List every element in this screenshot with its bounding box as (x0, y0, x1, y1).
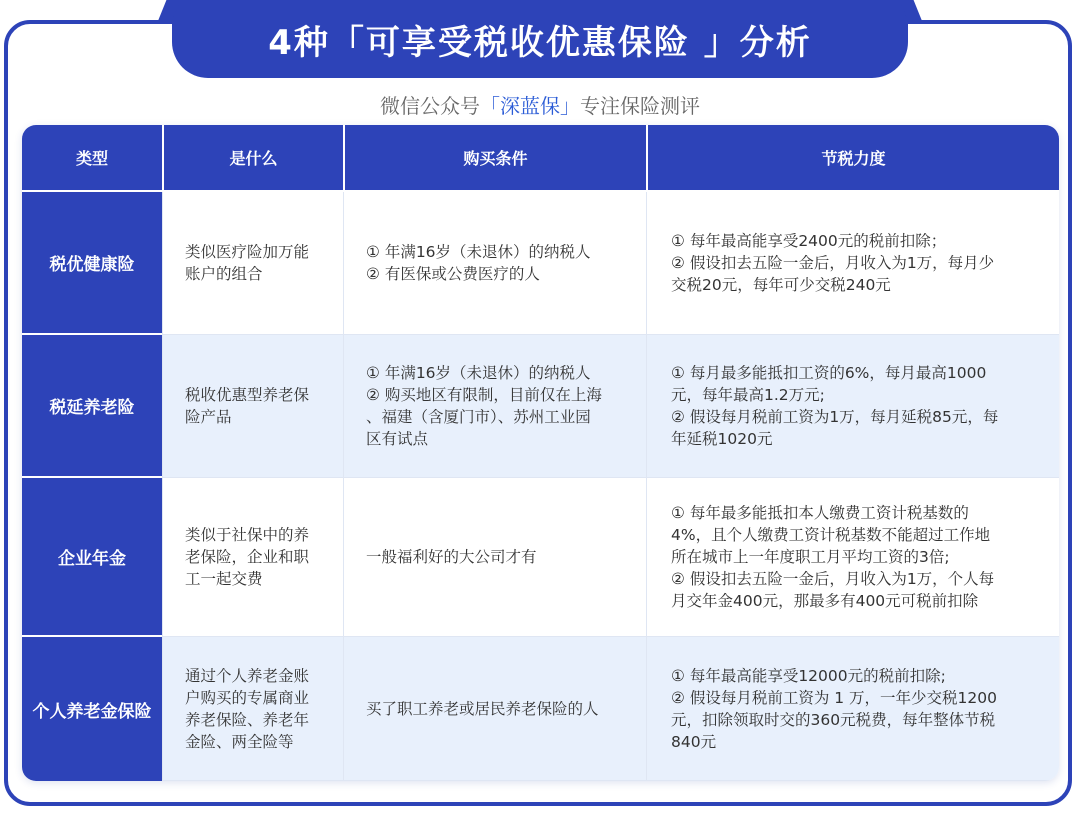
row-what: 类似于社保中的养 老保险，企业和职 工一起交费 (162, 478, 343, 637)
subtitle-suffix: 专注保险测评 (580, 94, 700, 118)
row-saving: ① 每年最多能抵扣本人缴费工资计税基数的 4%，且个人缴费工资计税基数不能超过工作地 所在城市上一年度职工月平均工资的3倍; ② 假设扣去五险一金后，月收入为1万，个人每 月交年金400元，那最多有400元可税前扣除 (646, 478, 1059, 637)
header-type: 类型 (22, 125, 162, 192)
row-condition: 买了职工养老或居民养老保险的人 (343, 637, 646, 781)
header-saving: 节税力度 (646, 125, 1059, 192)
comparison-table (22, 125, 1059, 781)
row-type: 个人养老金保险 (22, 637, 162, 781)
row-saving: ① 每年最高能享受2400元的税前扣除； ② 假设扣去五险一金后，月收入为1万，每月少 交税20元，每年可少交税240元 (646, 192, 1059, 335)
row-type: 税优健康险 (22, 192, 162, 335)
subtitle-prefix: 微信公众号 (380, 94, 480, 118)
subtitle (0, 90, 1080, 119)
row-saving: ① 每月最多能抵扣工资的6%，每月最高1000 元，每年最高1.2万元; ② 假设每月税前工资为1万，每月延税85元，每 年延税1020元 (646, 335, 1059, 478)
header-condition: 购买条件 (343, 125, 646, 192)
title-banner (172, 0, 908, 78)
subtitle-brand: 「深蓝保」 (480, 94, 580, 118)
row-type: 税延养老险 (22, 335, 162, 478)
row-type: 企业年金 (22, 478, 162, 637)
row-condition: 一般福利好的大公司才有 (343, 478, 646, 637)
row-what: 通过个人养老金账 户购买的专属商业 养老保险、养老年 金险、两全险等 (162, 637, 343, 781)
row-what: 类似医疗险加万能 账户的组合 (162, 192, 343, 335)
row-saving: ① 每年最高能享受12000元的税前扣除; ② 假设每月税前工资为 1 万，一年少交税1200 元，扣除领取时交的360元税费，每年整体节税 840元 (646, 637, 1059, 781)
row-what: 税收优惠型养老保 险产品 (162, 335, 343, 478)
header-what: 是什么 (162, 125, 343, 192)
row-condition: ① 年满16岁（未退休）的纳税人 ② 有医保或公费医疗的人 (343, 192, 646, 335)
page-title: 4种「可享受税收优惠保险 」分析 (268, 23, 812, 63)
row-condition: ① 年满16岁（未退休）的纳税人 ② 购买地区有限制，目前仅在上海 、福建（含厦门市）、苏州工业园 区有试点 (343, 335, 646, 478)
